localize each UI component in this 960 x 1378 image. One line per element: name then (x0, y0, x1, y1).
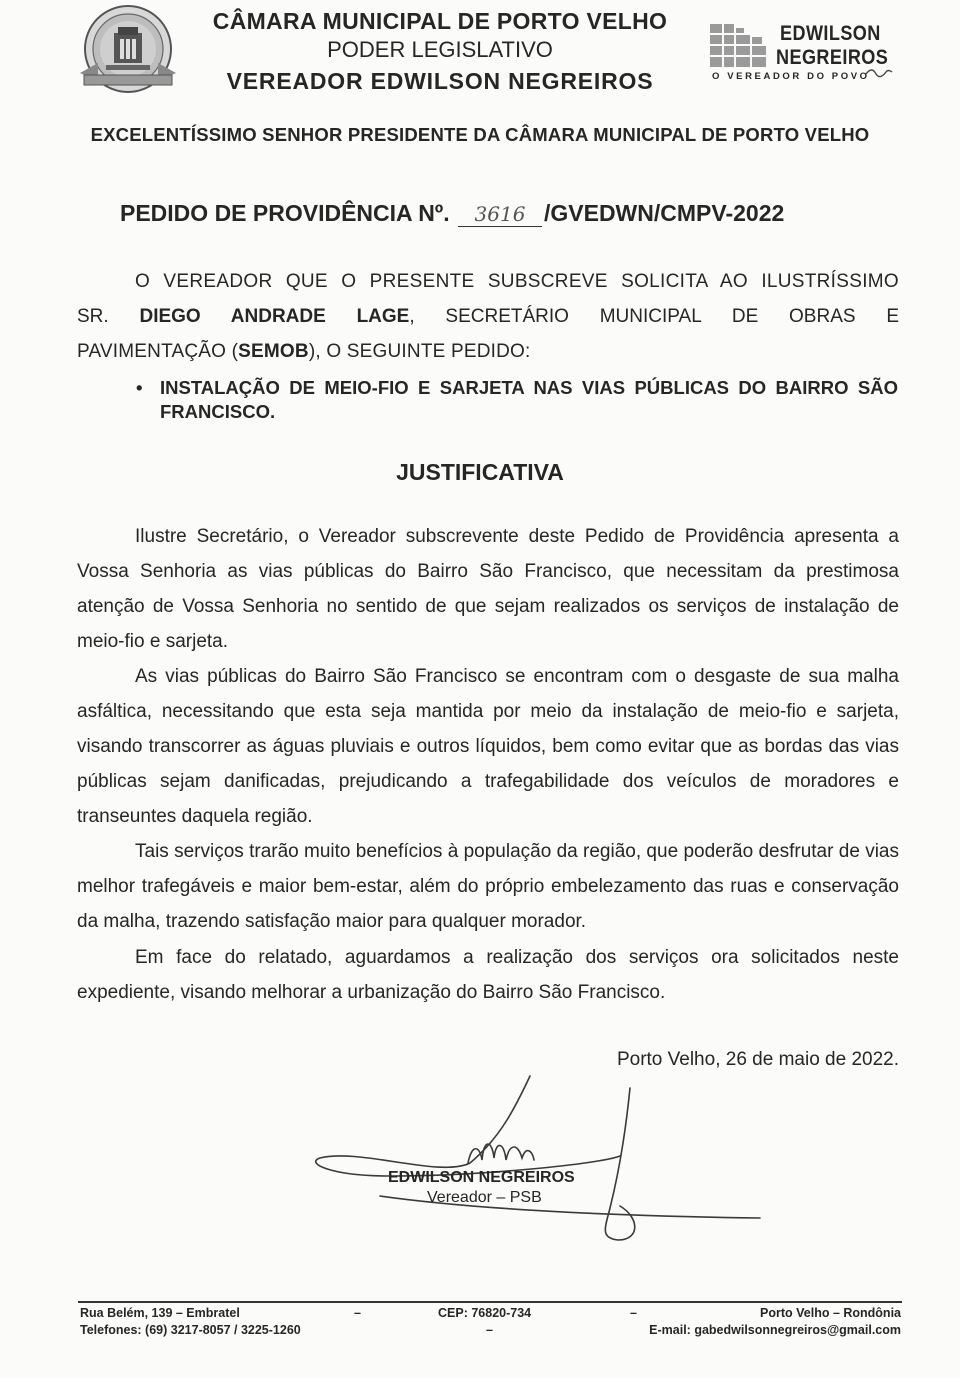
request-number-handwritten: 3616 (458, 202, 542, 227)
handwritten-signature (300, 1068, 780, 1258)
signer-name: EDWILSON NEGREIROS (388, 1169, 575, 1186)
footer-city: Porto Velho – Rondônia (760, 1306, 901, 1320)
justification-paragraph (77, 659, 899, 834)
request-item: INSTALAÇÃO DE MEIO-FIO E SARJETA NAS VIAS PÚBLICAS DO BAIRRO SÃO FRANCISCO. (160, 377, 898, 422)
intro-line-1: O VEREADOR QUE O PRESENTE SUBSCREVE SOLICITA AO ILUSTRÍSSIMO (135, 271, 899, 292)
bullet-icon: • (136, 377, 143, 398)
request-title (120, 200, 784, 227)
footer-email: E-mail: gabedwilsonnegreiros@gmail.com (649, 1323, 901, 1337)
footer-street: Rua Belém, 139 – Embratel (80, 1306, 240, 1320)
date-line: Porto Velho, 26 de maio de 2022. (616, 1049, 899, 1070)
logo-name-last: NEGREIROS (776, 46, 889, 69)
intro-pedido: ), O SEGUINTE PEDIDO: (308, 341, 531, 362)
paragraph-text: As vias públicas do Bairro São Francisco se encontram com o desgaste de sua malha asfáltica, necessitando que esta seja mantida por meio da instalação de meio-fio e sarjeta, visando transcorrer as águas pluviais e outros líquidos, bem como evitar que as bordas das vias públicas sejam danificadas, prejudicando a trafegabilidade dos veículos de moradores e transeuntes daquela região. (77, 666, 899, 827)
secretary-name: DIEGO ANDRADE LAGE (139, 306, 410, 327)
footer-cep: CEP: 76820-734 (438, 1306, 532, 1320)
logo-tagline: O VEREADOR DO POVO (712, 71, 870, 82)
addressee-line: EXCELENTÍSSIMO SENHOR PRESIDENTE DA CÂMARA MUNICIPAL DE PORTO VELHO (90, 124, 870, 145)
intro-line-3 (77, 334, 899, 369)
request-suffix: /GVEDWN/CMPV-2022 (543, 200, 785, 226)
justification-paragraph (77, 834, 899, 939)
request-prefix: PEDIDO DE PROVIDÊNCIA Nº. (120, 200, 450, 226)
header-councilor: VEREADOR EDWILSON NEGREIROS (226, 68, 654, 94)
logo-name-first: EDWILSON (780, 22, 881, 45)
footer-divider (78, 1301, 902, 1303)
paragraph-text: Em face do relatado, aguardamos a realização dos serviços ora solicitados neste expediente, visando melhorar a urbanização do Bairro São Francisco. (77, 947, 899, 1003)
footer-separator: – (486, 1323, 493, 1337)
footer-phones: Telefones: (69) 3217-8057 / 3225-1260 (80, 1323, 301, 1337)
footer-separator: – (630, 1306, 637, 1320)
intro-pavimentacao: PAVIMENTAÇÃO ( (77, 341, 239, 362)
intro-sr: SR. (77, 306, 109, 327)
header-chamber-name: CÂMARA MUNICIPAL DE PORTO VELHO (212, 8, 668, 34)
paragraph-text: Ilustre Secretário, o Vereador subscrevente deste Pedido de Providência apresenta a Vossa Senhoria as vias públicas do Bairro São Francisco, que necessitam da prestimosa atenção de Vossa Senhoria no sentido de que sejam realizados os serviços de instalação de meio-fio e sarjeta. (77, 526, 899, 652)
org-acronym: SEMOB (238, 341, 309, 362)
justification-paragraph (77, 940, 899, 1010)
intro-secretary-title: , SECRETÁRIO MUNICIPAL DE OBRAS E (409, 306, 900, 327)
justification-title: JUSTIFICATIVA (396, 459, 564, 485)
justification-paragraph (77, 519, 899, 659)
footer-separator: – (354, 1306, 361, 1320)
paragraph-text: Tais serviços trarão muito benefícios à população da região, que poderão desfrutar de vias melhor trafegáveis e maior bem-estar, além do próprio embelezamento das ruas e conservação da malha, trazendo satisfação maior para qualquer morador. (77, 841, 899, 932)
header-branch: PODER LEGISLATIVO (327, 37, 553, 62)
intro-line-2 (77, 299, 899, 334)
signer-role: Vereador – PSB (427, 1189, 542, 1206)
